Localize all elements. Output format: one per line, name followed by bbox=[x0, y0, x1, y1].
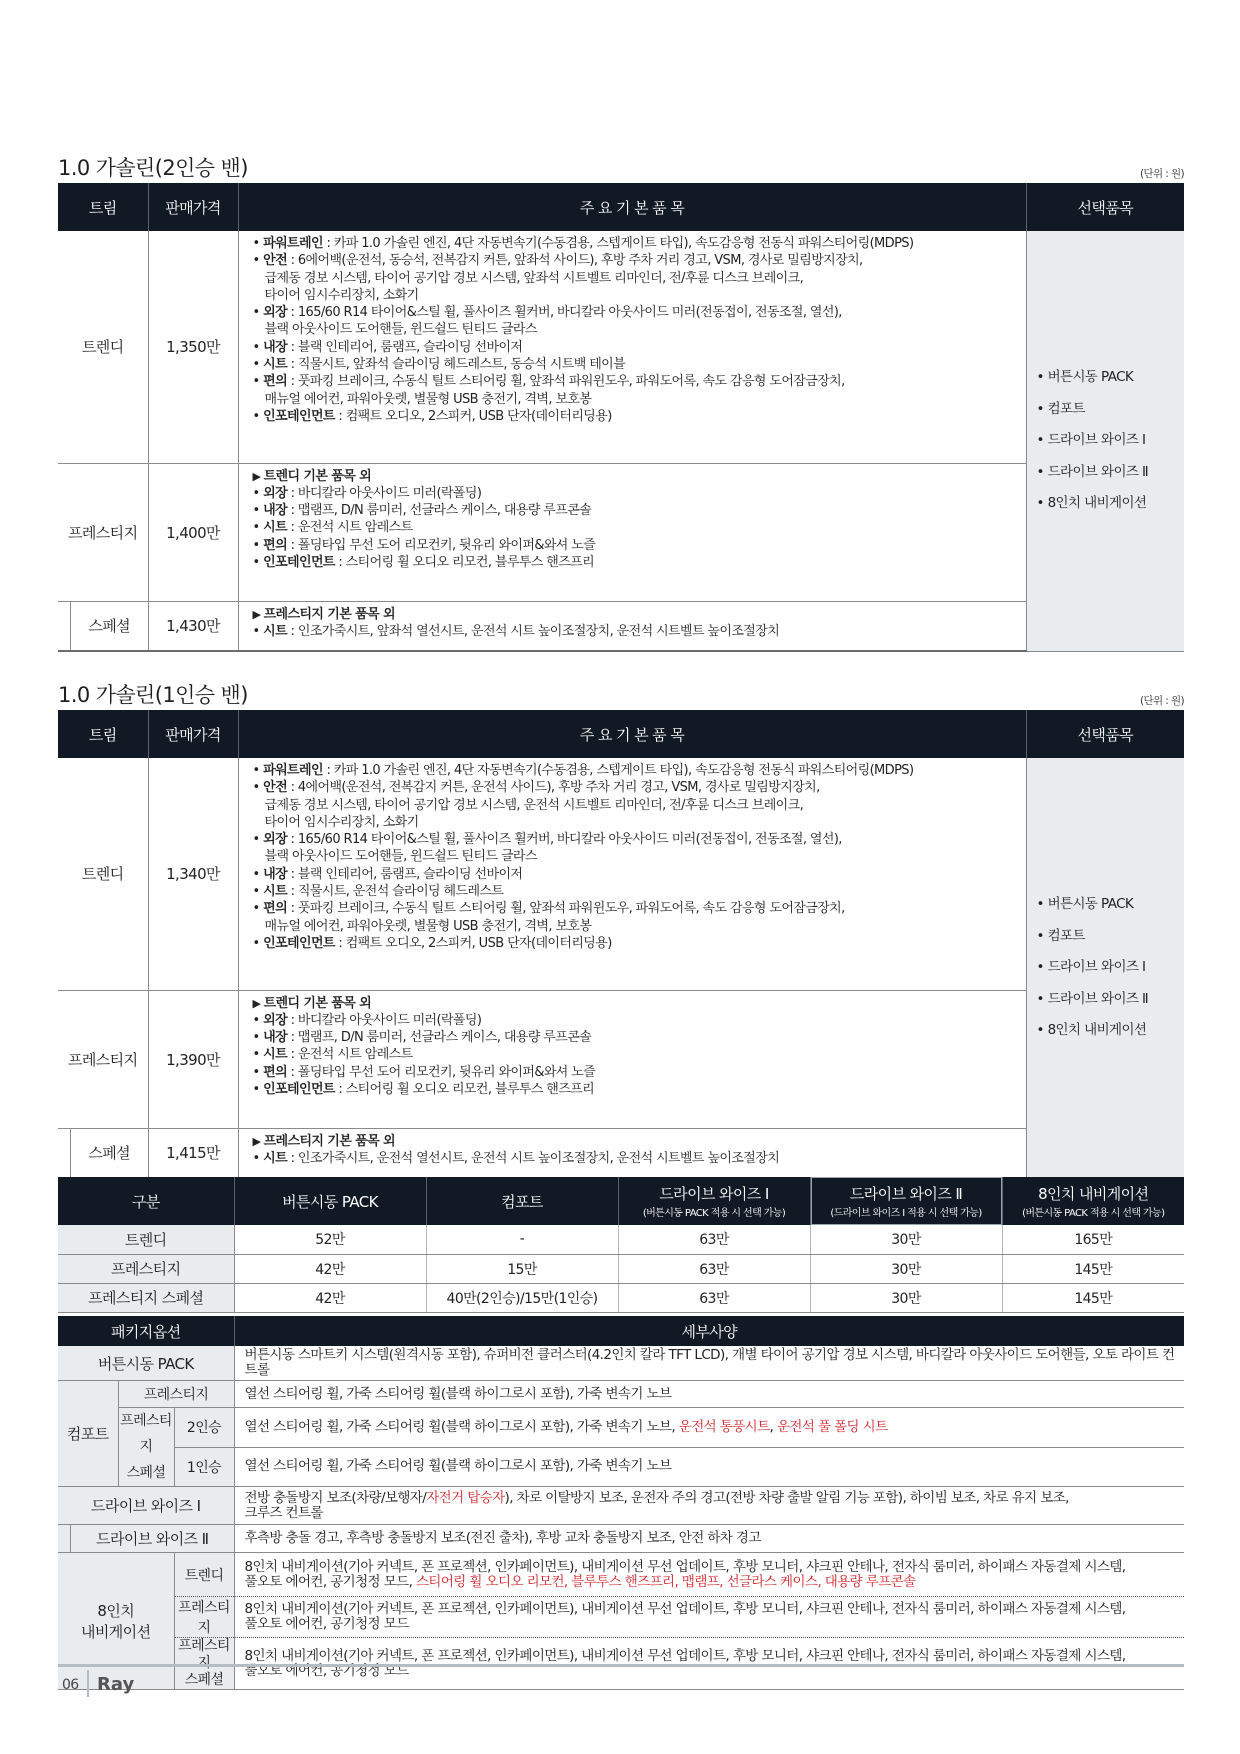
trim-name bbox=[58, 1128, 148, 1178]
feature-line: • 인포테인먼트 : 컴팩트 오디오, 2스피커, USB 단자(데이터리딩용) bbox=[253, 935, 1018, 952]
package-row-nav-prestige bbox=[58, 1597, 1184, 1638]
package-desc: 8인치 내비게이션(기아 커넥트, 폰 프로젝션, 인카페이먼트), 내비게이션 무선 업데이트, 후방 모니터, 샤크핀 안테나, 전자식 룸미러, 하이패스 자동결제 시스템, 풀오토 에어컨, 공기청정 모드, 스티어링 휠 오디오 리모컨, 블루투스 핸즈프리, 맵램프, 선글라스 케이스, 대용량 루프콘솔 bbox=[234, 1553, 1184, 1597]
price-cell: 15만 bbox=[426, 1254, 618, 1283]
feature-group-header: ▶ 프레스티지 기본 품목 외 bbox=[253, 606, 1018, 623]
feature-line: • 내장 : 블랙 인테리어, 룸램프, 슬라이딩 선바이저 bbox=[253, 866, 1018, 883]
package-desc: 열선 스티어링 휠, 가죽 스티어링 휠(블랙 하이그로시 포함), 가죽 변속기 노브 bbox=[234, 1447, 1184, 1487]
header-features: 주 요 기 본 품 목 bbox=[238, 183, 1026, 231]
header-options: 선택품목 bbox=[1026, 710, 1184, 758]
price-cell: 63만 bbox=[618, 1254, 810, 1283]
package-label bbox=[58, 1525, 234, 1553]
feature-line: • 파워트레인 : 카파 1.0 가솔린 엔진, 4단 자동변속기(수동겸용, 스텝게이트 타입), 속도감응형 전동식 파워스티어링(MDPS) bbox=[253, 235, 1018, 252]
price-row-trendy bbox=[58, 1225, 1184, 1254]
trim-row-special bbox=[58, 601, 1184, 651]
option-item: • 8인치 내비게이션 bbox=[1037, 1015, 1185, 1047]
price-header-category: 구분 bbox=[58, 1177, 234, 1225]
trim-row-trendy bbox=[58, 231, 1184, 463]
feature-group-header: ▶ 트렌디 기본 품목 외 bbox=[253, 995, 1018, 1012]
option-price-table bbox=[58, 1177, 1184, 1313]
trim-features bbox=[238, 601, 1026, 651]
feature-line: • 안전 : 4에어백(운전석, 전복감지 커튼, 운전석 사이드), 후방 주차 거리 경고, VSM, 경사로 밀림방지장치, bbox=[253, 779, 1018, 796]
unit-label: (단위 : 원) bbox=[1139, 168, 1184, 180]
feature-line: 급제동 경보 시스템, 타이어 공기압 경보 시스템, 앞좌석 시트벨트 리마인더, 전/후륜 디스크 브레이크, bbox=[264, 270, 804, 286]
price-cell: 42만 bbox=[234, 1283, 426, 1312]
header-features: 주 요 기 본 품 목 bbox=[238, 710, 1026, 758]
trim-name: 프레스티지 bbox=[58, 990, 148, 1128]
feature-line: • 시트 : 운전석 시트 암레스트 bbox=[253, 1046, 1018, 1063]
feature-line: 급제동 경보 시스템, 타이어 공기압 경보 시스템, 운전석 시트벨트 리마인더, 전/후륜 디스크 브레이크, bbox=[264, 797, 804, 813]
feature-line: • 인포테인먼트 : 스티어링 휠 오디오 리모컨, 블루투스 핸즈프리 bbox=[253, 1081, 1018, 1098]
trim-features bbox=[238, 990, 1026, 1128]
special-label: 스페셜 bbox=[70, 1129, 148, 1178]
price-cell: 30만 bbox=[810, 1225, 1002, 1254]
package-desc: 열선 스티어링 휠, 가죽 스티어링 휠(블랙 하이그로시 포함), 가죽 변속기 노브 bbox=[234, 1381, 1184, 1408]
header-trim: 트림 bbox=[58, 183, 148, 231]
feature-line: • 내장 : 맵램프, D/N 룸미러, 선글라스 케이스, 대용량 루프콘솔 bbox=[253, 1029, 1018, 1046]
special-label: 스페셜 bbox=[70, 602, 148, 651]
price-header-button-pack: 버튼시동 PACK bbox=[234, 1177, 426, 1225]
package-sublabel: 프레스티지 bbox=[118, 1381, 234, 1408]
feature-group-header: ▶ 프레스티지 기본 품목 외 bbox=[253, 1133, 1018, 1150]
package-label: 드라이브 와이즈 Ⅰ bbox=[58, 1487, 234, 1525]
header-price: 판매가격 bbox=[148, 183, 238, 231]
trim-row-prestige bbox=[58, 463, 1184, 601]
page-number: 06 bbox=[62, 1677, 79, 1693]
package-row-nav-trendy bbox=[58, 1553, 1184, 1597]
option-item: • 버튼시동 PACK bbox=[1037, 889, 1185, 921]
feature-line: 타이어 임시수리장치, 소화기 bbox=[264, 814, 419, 830]
price-header-dw2: 드라이브 와이즈 Ⅱ (드라이브 와이즈 Ⅰ 적용 시 선택 가능) bbox=[810, 1177, 1002, 1225]
feature-line: • 내장 : 블랙 인테리어, 룸램프, 슬라이딩 선바이저 bbox=[253, 339, 1018, 356]
feature-line: • 인포테인먼트 : 컴팩트 오디오, 2스피커, USB 단자(데이터리딩용) bbox=[253, 408, 1018, 425]
package-label: 컴포트 bbox=[58, 1381, 118, 1487]
package-header-option: 패키지옵션 bbox=[58, 1316, 234, 1346]
trim-features bbox=[238, 463, 1026, 601]
trim-table-2seat bbox=[58, 183, 1184, 652]
price-header-comfort: 컴포트 bbox=[426, 1177, 618, 1225]
option-item: • 8인치 내비게이션 bbox=[1037, 488, 1185, 520]
dw2-label-inner: 드라이브 와이즈 Ⅱ bbox=[70, 1525, 234, 1552]
price-row-label: 프레스티지 스페셜 bbox=[58, 1283, 234, 1312]
price-header-dw1: 드라이브 와이즈 Ⅰ (버튼시동 PACK 적용 시 선택 가능) bbox=[618, 1177, 810, 1225]
section-title-1seat: 1.0 가솔린(1인승 밴) bbox=[58, 683, 248, 707]
feature-line: • 시트 : 직물시트, 운전석 슬라이딩 헤드레스트 bbox=[253, 883, 1018, 900]
trim-name bbox=[58, 601, 148, 651]
option-list bbox=[1026, 758, 1184, 1178]
feature-line: • 시트 : 인조가죽시트, 앞좌석 열선시트, 운전석 시트 높이조절장치, 운전석 시트벨트 높이조절장치 bbox=[253, 623, 1018, 640]
footer-divider bbox=[58, 1664, 1184, 1667]
feature-line: • 편의 : 풋파킹 브레이크, 수동식 틸트 스티어링 휠, 앞좌석 파워윈도우, 파워도어록, 속도 감응형 도어잠금장치, bbox=[253, 900, 1018, 917]
price-header-nav: 8인치 내비게이션 (버튼시동 PACK 적용 시 선택 가능) bbox=[1002, 1177, 1184, 1225]
feature-line: • 외장 : 바디칼라 아웃사이드 미러(락폴딩) bbox=[253, 1012, 1018, 1029]
option-item: • 컴포트 bbox=[1037, 921, 1185, 953]
feature-line: 매뉴얼 에어컨, 파워아웃렛, 별물형 USB 충전기, 격벽, 보호봉 bbox=[264, 918, 592, 934]
trim-features bbox=[238, 758, 1026, 990]
footer-separator bbox=[87, 1670, 89, 1697]
trim-price: 1,400만 bbox=[148, 463, 238, 601]
unit-label: (단위 : 원) bbox=[1139, 695, 1184, 707]
package-row-comfort-prestige bbox=[58, 1381, 1184, 1408]
option-item: • 컴포트 bbox=[1037, 394, 1185, 426]
feature-line: • 외장 : 165/60 R14 타이어&스틸 휠, 풀사이즈 휠커버, 바디칼라 아웃사이드 미러(전동접이, 전동조절, 열선), bbox=[253, 304, 1018, 321]
feature-line: • 시트 : 직물시트, 앞좌석 슬라이딩 헤드레스트, 동승석 시트백 테이블 bbox=[253, 356, 1018, 373]
package-sublabel: 프레스티지 스페셜 bbox=[118, 1408, 174, 1487]
feature-line: 블랙 아웃사이드 도어핸들, 윈드쉴드 틴티드 글라스 bbox=[264, 849, 537, 865]
feature-group-header: ▶ 트렌디 기본 품목 외 bbox=[253, 468, 1018, 485]
package-row-dw2 bbox=[58, 1525, 1184, 1553]
package-sublabel: 1인승 bbox=[174, 1447, 234, 1487]
trim-row-special bbox=[58, 1128, 1184, 1178]
package-sublabel: 2인승 bbox=[174, 1408, 234, 1448]
feature-line: • 외장 : 165/60 R14 타이어&스틸 휠, 풀사이즈 휠커버, 바디칼라 아웃사이드 미러(전동접이, 전동조절, 열선), bbox=[253, 831, 1018, 848]
package-row-comfort-special-1seat bbox=[58, 1447, 1184, 1487]
trim-name: 트렌디 bbox=[58, 758, 148, 990]
trim-price: 1,430만 bbox=[148, 601, 238, 651]
price-row-label: 프레스티지 bbox=[58, 1254, 234, 1283]
feature-line: 타이어 임시수리장치, 소화기 bbox=[264, 287, 419, 303]
price-cell: 145만 bbox=[1002, 1254, 1184, 1283]
package-desc: 전방 충돌방지 보조(차량/보행자/자전거 탑승자), 차로 이탈방지 보조, 운전자 주의 경고(전방 차량 출발 알림 기능 포함), 하이빔 보조, 차로 유지 보조, 크루즈 컨트롤 bbox=[234, 1487, 1184, 1525]
package-label: 버튼시동 PACK bbox=[58, 1346, 234, 1381]
option-item: • 버튼시동 PACK bbox=[1037, 362, 1185, 394]
price-cell: 52만 bbox=[234, 1225, 426, 1254]
trim-row-trendy bbox=[58, 758, 1184, 990]
trim-price: 1,390만 bbox=[148, 990, 238, 1128]
section-title-2seat: 1.0 가솔린(2인승 밴) bbox=[58, 156, 248, 180]
option-item: • 드라이브 와이즈 Ⅱ bbox=[1037, 984, 1185, 1016]
package-row-comfort-special-2seat bbox=[58, 1408, 1184, 1448]
package-sublabel: 트렌디 bbox=[174, 1553, 234, 1597]
header-trim: 트림 bbox=[58, 710, 148, 758]
trim-row-prestige bbox=[58, 990, 1184, 1128]
price-cell: 30만 bbox=[810, 1254, 1002, 1283]
feature-line: • 파워트레인 : 카파 1.0 가솔린 엔진, 4단 자동변속기(수동겸용, 스텝게이트 타입), 속도감응형 전동식 파워스티어링(MDPS) bbox=[253, 762, 1018, 779]
trim-name: 프레스티지 bbox=[58, 463, 148, 601]
feature-line: • 편의 : 폴딩타입 무선 도어 리모컨키, 뒷유리 와이퍼&와셔 노즐 bbox=[253, 537, 1018, 554]
package-row-dw1 bbox=[58, 1487, 1184, 1525]
header-options: 선택품목 bbox=[1026, 183, 1184, 231]
price-cell: 63만 bbox=[618, 1283, 810, 1312]
brand-name: Ray bbox=[97, 1674, 135, 1695]
trim-features bbox=[238, 1128, 1026, 1178]
package-header-detail: 세부사양 bbox=[234, 1316, 1184, 1346]
trim-name: 트렌디 bbox=[58, 231, 148, 463]
trim-price: 1,415만 bbox=[148, 1128, 238, 1178]
trim-table-1seat bbox=[58, 710, 1184, 1179]
option-item: • 드라이브 와이즈 Ⅱ bbox=[1037, 457, 1185, 489]
price-cell: 145만 bbox=[1002, 1283, 1184, 1312]
feature-line: • 편의 : 폴딩타입 무선 도어 리모컨키, 뒷유리 와이퍼&와셔 노즐 bbox=[253, 1064, 1018, 1081]
header-price: 판매가격 bbox=[148, 710, 238, 758]
package-desc: 버튼시동 스마트키 시스템(원격시동 포함), 슈퍼비전 클러스터(4.2인치 칼라 TFT LCD), 개별 타이어 공기압 경보 시스템, 바디칼라 아웃사이드 도어핸들, 오토 라이트 컨트롤 bbox=[234, 1346, 1184, 1381]
feature-line: • 인포테인먼트 : 스티어링 휠 오디오 리모컨, 블루투스 핸즈프리 bbox=[253, 554, 1018, 571]
price-row-prestige-special bbox=[58, 1283, 1184, 1312]
package-sublabel: 프레스티지 bbox=[174, 1597, 234, 1638]
feature-line: 매뉴얼 에어컨, 파워아웃렛, 별물형 USB 충전기, 격벽, 보호봉 bbox=[264, 391, 592, 407]
package-label: 8인치 내비게이션 bbox=[58, 1553, 174, 1690]
package-desc: 8인치 내비게이션(기아 커넥트, 폰 프로젝션, 인카페이먼트), 내비게이션 무선 업데이트, 후방 모니터, 샤크핀 안테나, 전자식 룸미러, 하이패스 자동결제 시스템, 풀오토 에어컨, 공기청정 모드 bbox=[234, 1638, 1184, 1690]
feature-line: • 시트 : 인조가죽시트, 운전석 열선시트, 운전석 시트 높이조절장치, 운전석 시트벨트 높이조절장치 bbox=[253, 1150, 1018, 1167]
package-desc: 열선 스티어링 휠, 가죽 스티어링 휠(블랙 하이그로시 포함), 가죽 변속기 노브, 운전석 통풍시트, 운전석 풀 폴딩 시트 bbox=[234, 1408, 1184, 1448]
trim-price: 1,350만 bbox=[148, 231, 238, 463]
option-item: • 드라이브 와이즈 Ⅰ bbox=[1037, 425, 1185, 457]
feature-line: • 안전 : 6에어백(운전석, 동승석, 전복감지 커튼, 앞좌석 사이드), 후방 주차 거리 경고, VSM, 경사로 밀림방지장치, bbox=[253, 252, 1018, 269]
package-sublabel: 프레스티지 스페셜 bbox=[174, 1638, 234, 1690]
price-cell: 40만(2인승)/15만(1인승) bbox=[426, 1283, 618, 1312]
package-desc: 후측방 충돌 경고, 후측방 충돌방지 보조(전진 출차), 후방 교차 충돌방지 보조, 안전 하차 경고 bbox=[234, 1525, 1184, 1553]
feature-line: • 내장 : 맵램프, D/N 룸미러, 선글라스 케이스, 대용량 루프콘솔 bbox=[253, 502, 1018, 519]
price-row-prestige bbox=[58, 1254, 1184, 1283]
package-desc: 8인치 내비게이션(기아 커넥트, 폰 프로젝션, 인카페이먼트), 내비게이션 무선 업데이트, 후방 모니터, 샤크핀 안테나, 전자식 룸미러, 하이패스 자동결제 시스템, 풀오토 에어컨, 공기청정 모드 bbox=[234, 1597, 1184, 1638]
package-detail-table bbox=[58, 1316, 1184, 1690]
feature-line: • 시트 : 운전석 시트 암레스트 bbox=[253, 519, 1018, 536]
feature-line: • 편의 : 풋파킹 브레이크, 수동식 틸트 스티어링 휠, 앞좌석 파워윈도우, 파워도어록, 속도 감응형 도어잠금장치, bbox=[253, 373, 1018, 390]
price-cell: 42만 bbox=[234, 1254, 426, 1283]
trim-price: 1,340만 bbox=[148, 758, 238, 990]
option-item: • 드라이브 와이즈 Ⅰ bbox=[1037, 952, 1185, 984]
price-cell: 63만 bbox=[618, 1225, 810, 1254]
trim-features bbox=[238, 231, 1026, 463]
option-list bbox=[1026, 231, 1184, 651]
price-cell: - bbox=[426, 1225, 618, 1254]
price-row-label: 트렌디 bbox=[58, 1225, 234, 1254]
feature-line: • 외장 : 바디칼라 아웃사이드 미러(락폴딩) bbox=[253, 485, 1018, 502]
package-row-button-pack bbox=[58, 1346, 1184, 1381]
feature-line: 블랙 아웃사이드 도어핸들, 윈드쉴드 틴티드 글라스 bbox=[264, 322, 537, 338]
price-cell: 30만 bbox=[810, 1283, 1002, 1312]
price-cell: 165만 bbox=[1002, 1225, 1184, 1254]
